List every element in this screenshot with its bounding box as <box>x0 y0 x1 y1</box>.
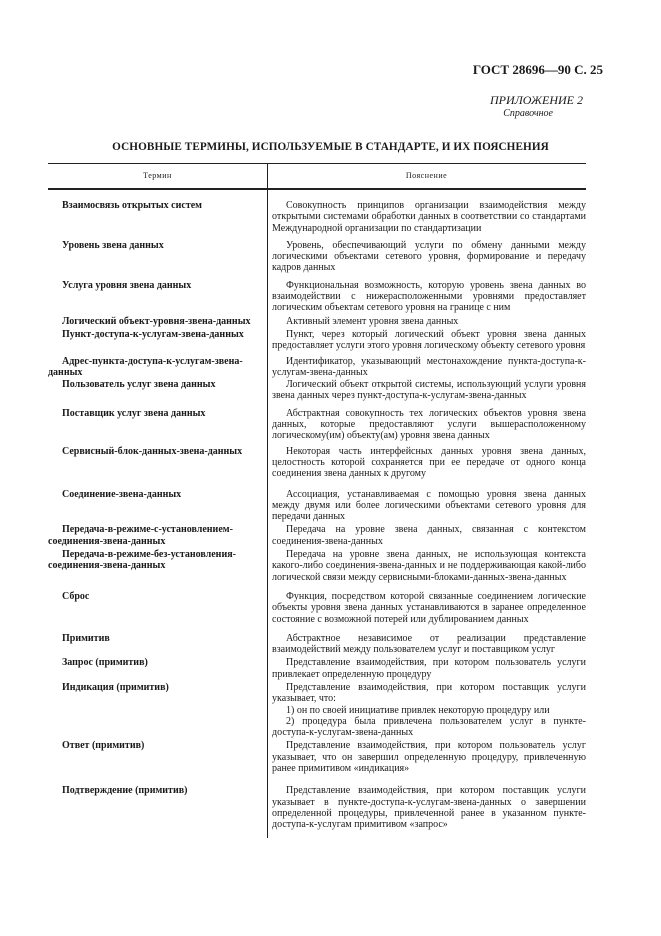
explanation-text: Активный элемент уровня звена данных <box>286 315 459 327</box>
table-row <box>48 200 586 234</box>
explanation-cell <box>267 657 586 680</box>
document-page-header: ГОСТ 28696—90 С. 25 <box>472 62 603 77</box>
explanation-text: Идентификатор, указывающий местонахождение пункта-доступа-к-услугам-звена-данных <box>272 355 586 378</box>
table-row <box>48 591 586 625</box>
table-row <box>48 280 586 314</box>
explanation-text: Передача на уровне звена данных, не использующая контекста какого-либо соединения-звена-данных и не поддерживающая какой-либо логической связи между сервисными-блоками-данных-звена-данных <box>272 549 586 583</box>
explanation-text: Логический объект открытой системы, использующий услуги уровня звена данных через пункт-доступа-к-услугам-звена-данных <box>272 379 586 402</box>
term-cell: Поставщик услуг звена данных <box>62 407 206 419</box>
explanation-text: Совокупность принципов организации взаимодействия между открытыми системами обработки данных в соответствии со стандартами Международной организации по стандартизации <box>272 200 586 234</box>
term-cell: Сброс <box>62 590 90 602</box>
table-body <box>48 200 586 831</box>
explanation-list-item: 2) процедура была привлечена пользователем услуг в пункте-доступа-к-услугам-звена-данных <box>272 715 586 739</box>
page-title: ОСНОВНЫЕ ТЕРМИНЫ, ИСПОЛЬЗУЕМЫЕ В СТАНДАРТЕ, И ИХ ПОЯСНЕНИЯ <box>112 141 549 153</box>
table-row <box>48 446 586 480</box>
explanation-text: Абстрактная совокупность тех логических объектов уровня звена данных, которые предоставляют услуги вышерасположенному логическому(им) объекту(ам) уровня звена данных <box>272 407 586 442</box>
explanation-text: Уровень, обеспечивающий услуги по обмену данными между логическими объектами сетевого уровня, формирование и передачу кадров данных <box>272 239 586 274</box>
table-row <box>48 316 586 327</box>
explanation-cell <box>267 329 586 352</box>
explanation-cell <box>267 408 586 442</box>
table-row <box>48 740 586 774</box>
term-cell: Взаимосвязь открытых систем <box>62 200 202 211</box>
table-row <box>48 633 586 656</box>
term-cell: Адрес-пункта-доступа-к-услугам-звена-данных <box>48 355 243 378</box>
term-cell: Ответ (примитив) <box>62 740 145 752</box>
explanation-cell <box>267 682 586 738</box>
terms-table <box>48 163 586 831</box>
table-row <box>48 549 586 583</box>
term-cell: Индикация (примитив) <box>62 681 169 693</box>
explanation-cell <box>267 200 586 234</box>
table-row <box>48 489 586 523</box>
term-cell: Пункт-доступа-к-услугам-звена-данных <box>62 328 244 340</box>
explanation-cell <box>267 316 586 327</box>
explanation-text: Представление взаимодействия, при котором пользователь услуг указывает, что он завершил определенную процедуру, привлеченную ранее примитивом «индикация» <box>272 740 586 775</box>
term-cell: Передача-в-режиме-без-установления-соединения-звена-данных <box>48 549 236 572</box>
table-row <box>48 240 586 274</box>
explanation-cell <box>267 446 586 480</box>
table-row <box>48 682 586 738</box>
term-cell: Соединение-звена-данных <box>62 488 182 500</box>
explanation-cell <box>267 633 586 656</box>
explanation-cell <box>267 379 586 402</box>
table-row <box>48 379 586 402</box>
explanation-list-item: 1) он по своей инициативе привлек некоторую процедуру или <box>286 704 550 716</box>
column-header-explanation: Пояснение <box>405 171 448 180</box>
table-row <box>48 657 586 680</box>
explanation-text: Представление взаимодействия, при котором пользователь услуги привлекает определенную процедуру <box>272 657 586 680</box>
explanation-text: Передача на уровне звена данных, связанная с контекстом соединения-звена-данных <box>272 524 586 547</box>
explanation-text: Функция, посредством которой связанные соединением логические объекты уровня звена данных устанавливаются в заранее определенное состояние с возможной потерей или дублированием данных <box>272 590 586 625</box>
term-cell: Передача-в-режиме-с-установлением-соединения-звена-данных <box>48 524 233 547</box>
column-header-term: Термин <box>143 171 172 180</box>
table-row <box>48 329 586 352</box>
table-row <box>48 356 586 379</box>
term-cell: Подтверждение (примитив) <box>62 785 188 797</box>
table-row <box>48 408 586 442</box>
term-cell: Уровень звена данных <box>62 239 164 251</box>
appendix-type-label: Справочное <box>503 108 553 119</box>
explanation-cell <box>267 591 586 625</box>
explanation-cell <box>267 740 586 774</box>
explanation-text: Функциональная возможность, которую уровень звена данных во взаимодействии с нижерасположенными уровнями предоставляет логическим объектам сетевого уровня на границе с ним <box>272 279 586 314</box>
term-cell: Услуга уровня звена данных <box>62 279 192 291</box>
explanation-cell <box>267 356 586 379</box>
explanation-cell <box>267 240 586 274</box>
explanation-cell <box>267 524 586 547</box>
explanation-text: Представление взаимодействия, при котором поставщик услуги указывает, что: <box>272 681 586 705</box>
table-header <box>48 163 586 190</box>
explanation-text: Представление взаимодействия, при котором поставщик услуги указывает в пункте-доступа-к-услугам-звена-данных о завершении определенной процедуры, привлеченной ранее в указанном пункте-доступа-к-услугам примитивом «запрос» <box>272 785 586 831</box>
explanation-cell <box>267 489 586 523</box>
table-row <box>48 524 586 547</box>
term-cell: Запрос (примитив) <box>62 657 148 669</box>
explanation-text: Пункт, через который логический объект уровня звена данных предоставляет услуги этого уровня логическому объекту сетевого уровня <box>272 328 586 352</box>
term-cell: Сервисный-блок-данных-звена-данных <box>62 445 243 457</box>
table-row <box>48 785 586 830</box>
term-cell: Примитив <box>62 632 110 644</box>
explanation-text: Некоторая часть интерфейсных данных уровня звена данных, целостность которой сохраняется при ее передаче от одного конца соединения звена данных к другому <box>272 445 586 480</box>
explanation-cell <box>267 280 586 314</box>
explanation-text: Ассоциация, устанавливаемая с помощью уровня звена данных между двумя или более логическими объектами сетевого уровня для передачи данных <box>272 488 586 523</box>
term-cell: Логический объект-уровня-звена-данных <box>62 315 251 327</box>
explanation-cell <box>267 549 586 583</box>
appendix-label: ПРИЛОЖЕНИЕ 2 <box>490 93 583 107</box>
explanation-text: Абстрактное независимое от реализации представление взаимодействий между пользователем услуг и поставщиком услуг <box>272 632 586 656</box>
explanation-cell <box>267 785 586 830</box>
term-cell: Пользователь услуг звена данных <box>62 379 216 391</box>
